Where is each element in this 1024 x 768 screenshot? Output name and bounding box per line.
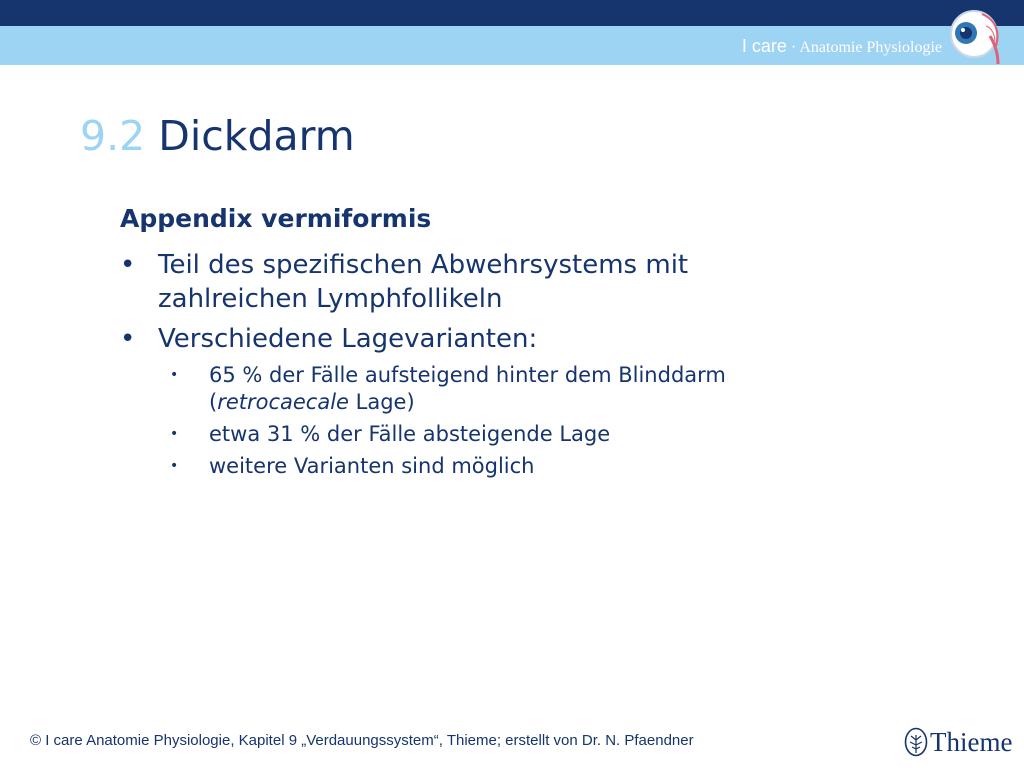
slide-title [80, 112, 355, 160]
bullet-text: Teil des spezifischen Abwehrsystems mit zahlreichen Lymphfollikeln [158, 250, 689, 314]
thieme-tree-icon [904, 727, 928, 757]
footer-copyright: © I care Anatomie Physiologie, Kapitel 9 „Verdauungssystem“, Thieme; erstellt von Dr. N. Pfaendner [30, 732, 694, 749]
bullet-glyph: • [170, 426, 179, 442]
sub-bullet-text: weitere Varianten sind möglich [209, 454, 535, 478]
title-number: 9.2 [80, 112, 146, 160]
eye-icon [946, 6, 1016, 70]
title-text: Dickdarm [158, 112, 355, 160]
brand-rest: · Anatomie Physiologie [786, 39, 942, 56]
thieme-logo [904, 726, 1014, 758]
thieme-wordmark: Thieme [930, 727, 1013, 757]
top-navy-bar [0, 0, 1024, 26]
sub-bullet-italic-term: retrocaecale [217, 390, 349, 414]
sub-bullet-text-part: Lage) [348, 390, 415, 414]
bullet-glyph: • [170, 458, 179, 474]
bullet-text: Verschiedene Lagevarianten: [158, 324, 538, 354]
sub-bullet-text [209, 362, 829, 416]
bullet-glyph: • [170, 367, 179, 383]
sub-bullet-text-part: 65 % der Fälle aufsteigend hinter dem Blinddarm ( [209, 363, 726, 414]
bullet-glyph: • [120, 250, 136, 280]
subheading: Appendix vermiformis [120, 204, 432, 233]
sub-bullet-text: etwa 31 % der Fälle absteigende Lage [209, 422, 611, 446]
brand-text [742, 36, 942, 57]
brand-strong: I care [741, 36, 787, 56]
bullet-glyph: • [120, 324, 136, 354]
